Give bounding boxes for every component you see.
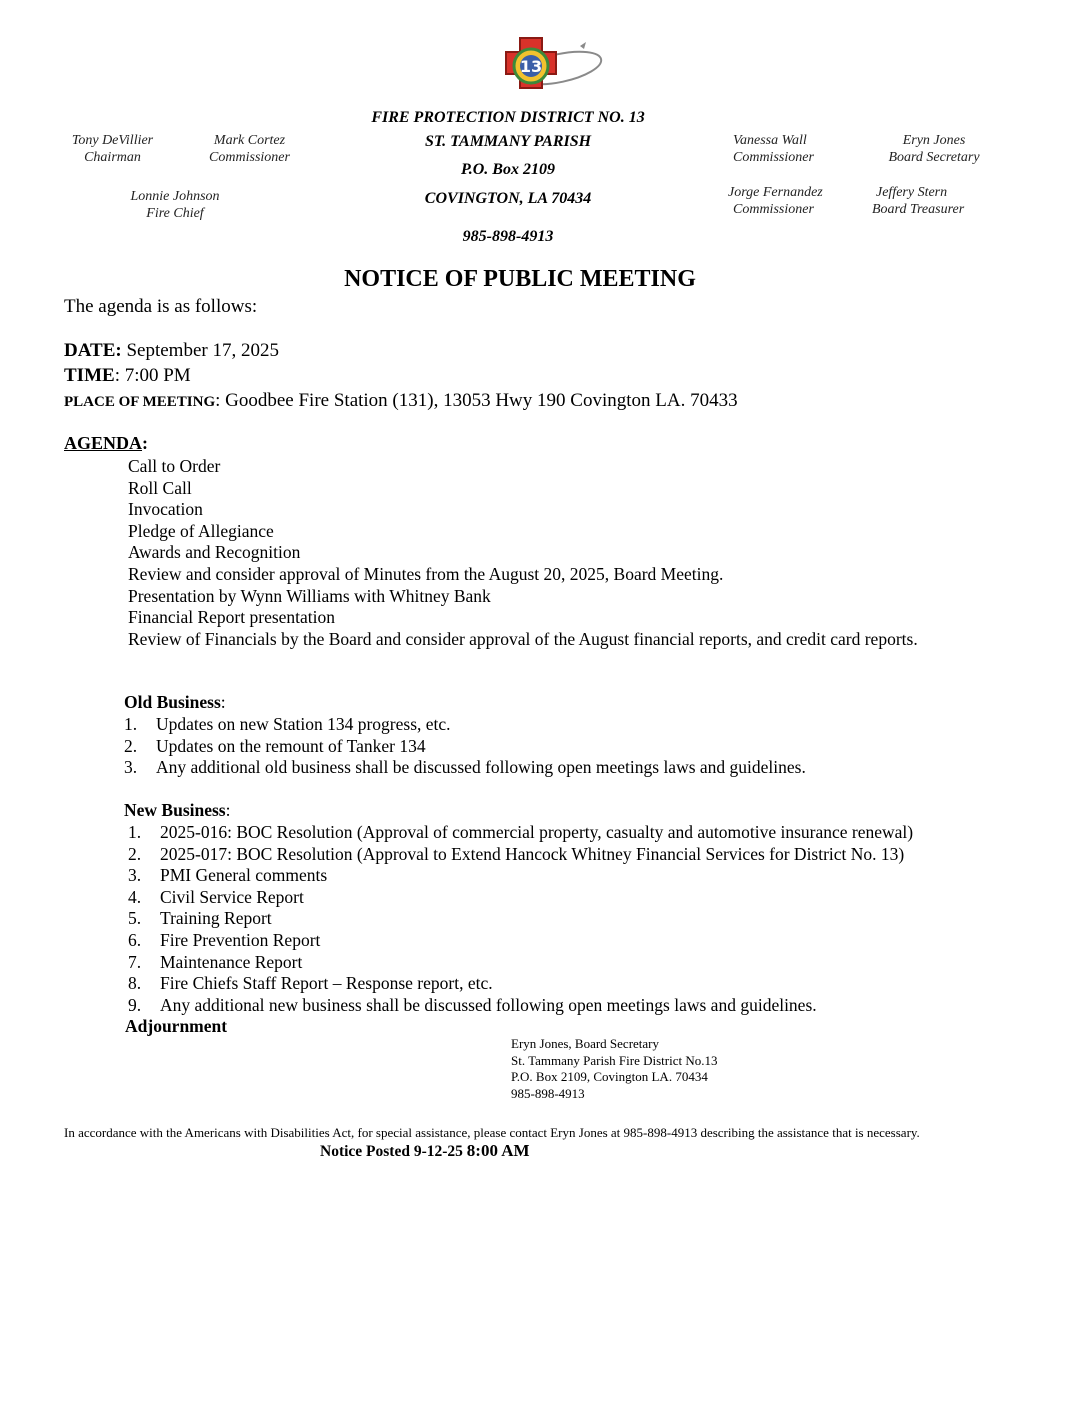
official-name: Lonnie Johnson <box>130 189 220 204</box>
agenda-item: Roll Call <box>128 477 192 498</box>
date-value: September 17, 2025 <box>121 340 279 361</box>
ada-notice: In accordance with the Americans with Disabilities Act, for special assistance, please contact Eryn Jones at 985-898-4913 describing the assistance that is necessary. <box>64 1125 920 1140</box>
new-business-item: 5. Training Report <box>128 908 272 929</box>
new-business-list <box>128 822 1048 1016</box>
official-fire-chief <box>115 188 235 222</box>
adjournment: Adjournment <box>125 1016 228 1036</box>
district-name: FIRE PROTECTION DISTRICT NO. 13 <box>371 109 645 126</box>
official-title: Fire Chief <box>146 206 204 221</box>
new-business-item: 9. Any additional new business shall be discussed following open meetings laws and guidelines. <box>128 994 817 1015</box>
agenda-item: Review of Financials by the Board and consider approval of the August financial reports, and credit card reports. <box>128 628 918 649</box>
agenda-item: Invocation <box>128 499 203 520</box>
logo-number: 13 <box>519 57 543 76</box>
official-name: Jorge Fernandez <box>728 185 823 200</box>
official-chairman <box>55 132 170 166</box>
official-name: Tony DeVillier <box>71 133 154 148</box>
signature-line: 985-898-4913 <box>511 1085 585 1101</box>
agenda-heading-colon: : <box>142 433 149 453</box>
official-name: Eryn Jones <box>902 133 966 148</box>
new-business-heading-text: New Business <box>124 800 226 820</box>
time-value: : 7:00 PM <box>114 365 191 386</box>
official-title: Commissioner <box>733 150 814 165</box>
agenda-item: Call to Order <box>128 456 221 476</box>
old-business-item: 3. Any additional old business shall be discussed following open meetings laws and guidelines. <box>124 757 806 778</box>
posted-time: 8:00 AM <box>466 1141 530 1160</box>
old-business-list <box>124 714 1024 779</box>
agenda-list <box>128 456 1028 650</box>
official-name: Jeffery Stern <box>876 185 948 200</box>
place-value: : Goodbee Fire Station (131), 13053 Hwy 190 Covington LA. 70433 <box>215 390 738 411</box>
agenda-heading <box>64 433 148 454</box>
date-label: DATE: <box>64 340 122 361</box>
new-business-item: 2. 2025-017: BOC Resolution (Approval to Extend Hancock Whitney Financial Services for District No. 13) <box>128 843 905 864</box>
new-business-item: 4. Civil Service Report <box>128 886 304 907</box>
new-business-item: 1. 2025-016: BOC Resolution (Approval of commercial property, casualty and automotive insurance renewal) <box>128 822 914 842</box>
time-label: TIME <box>64 365 115 386</box>
po-box: P.O. Box 2109 <box>461 161 555 178</box>
new-business-heading <box>124 800 231 822</box>
old-business-heading <box>124 692 226 714</box>
official-commissioner-cortez <box>192 132 307 166</box>
new-business-item: 8. Fire Chiefs Staff Report – Response report, etc. <box>128 973 493 994</box>
agenda-heading-text: AGENDA <box>64 433 143 453</box>
official-board-secretary <box>870 132 998 166</box>
meeting-place <box>64 390 738 412</box>
posted-notice <box>320 1141 530 1161</box>
district-logo <box>482 28 606 104</box>
meeting-date <box>64 340 279 362</box>
agenda-item: Presentation by Wynn Williams with Whitney Bank <box>128 585 491 606</box>
old-business-item: 2. Updates on the remount of Tanker 134 <box>124 735 426 756</box>
official-commissioner-fernandez <box>728 184 858 218</box>
agenda-intro: The agenda is as follows: <box>64 296 258 317</box>
new-business-item: 3. PMI General comments <box>128 865 328 886</box>
official-commissioner-wall <box>733 132 853 166</box>
official-name: Mark Cortez <box>213 133 286 148</box>
place-label: PLACE OF MEETING <box>64 394 216 410</box>
official-title: Board Treasurer <box>872 202 965 217</box>
agenda-item: Review and consider approval of Minutes from the August 20, 2025, Board Meeting. <box>128 563 724 584</box>
official-title: Board Secretary <box>888 150 980 165</box>
city-address: COVINGTON, LA 70434 <box>424 190 592 207</box>
official-name: Vanessa Wall <box>733 133 807 148</box>
signature-line: St. Tammany Parish Fire District No.13 <box>511 1052 718 1068</box>
old-business-heading-text: Old Business <box>124 692 221 712</box>
agenda-item: Pledge of Allegiance <box>128 520 274 541</box>
new-business-item: 6. Fire Prevention Report <box>128 929 321 950</box>
signature-block <box>511 1036 831 1102</box>
notice-title: NOTICE OF PUBLIC MEETING <box>344 266 696 292</box>
agenda-item: Financial Report presentation <box>128 607 336 628</box>
signature-line: P.O. Box 2109, Covington LA. 70434 <box>511 1069 708 1084</box>
fire-cross-logo-icon <box>482 28 606 104</box>
official-board-treasurer <box>872 184 1002 218</box>
posted-date: Notice Posted 9-12-25 <box>320 1143 467 1160</box>
official-title: Commissioner <box>209 150 290 165</box>
old-business-colon: : <box>220 692 226 712</box>
signature-line: Eryn Jones, Board Secretary <box>511 1036 660 1051</box>
new-business-colon: : <box>225 800 231 820</box>
phone-number: 985-898-4913 <box>462 228 554 245</box>
new-business-item: 7. Maintenance Report <box>128 951 303 972</box>
agenda-item: Awards and Recognition <box>128 542 301 563</box>
official-title: Commissioner <box>733 202 814 217</box>
old-business-item: 1. Updates on new Station 134 progress, etc. <box>124 714 451 734</box>
meeting-time <box>64 365 191 387</box>
official-title: Chairman <box>84 150 141 165</box>
parish-name: ST. TAMMANY PARISH <box>424 133 592 150</box>
